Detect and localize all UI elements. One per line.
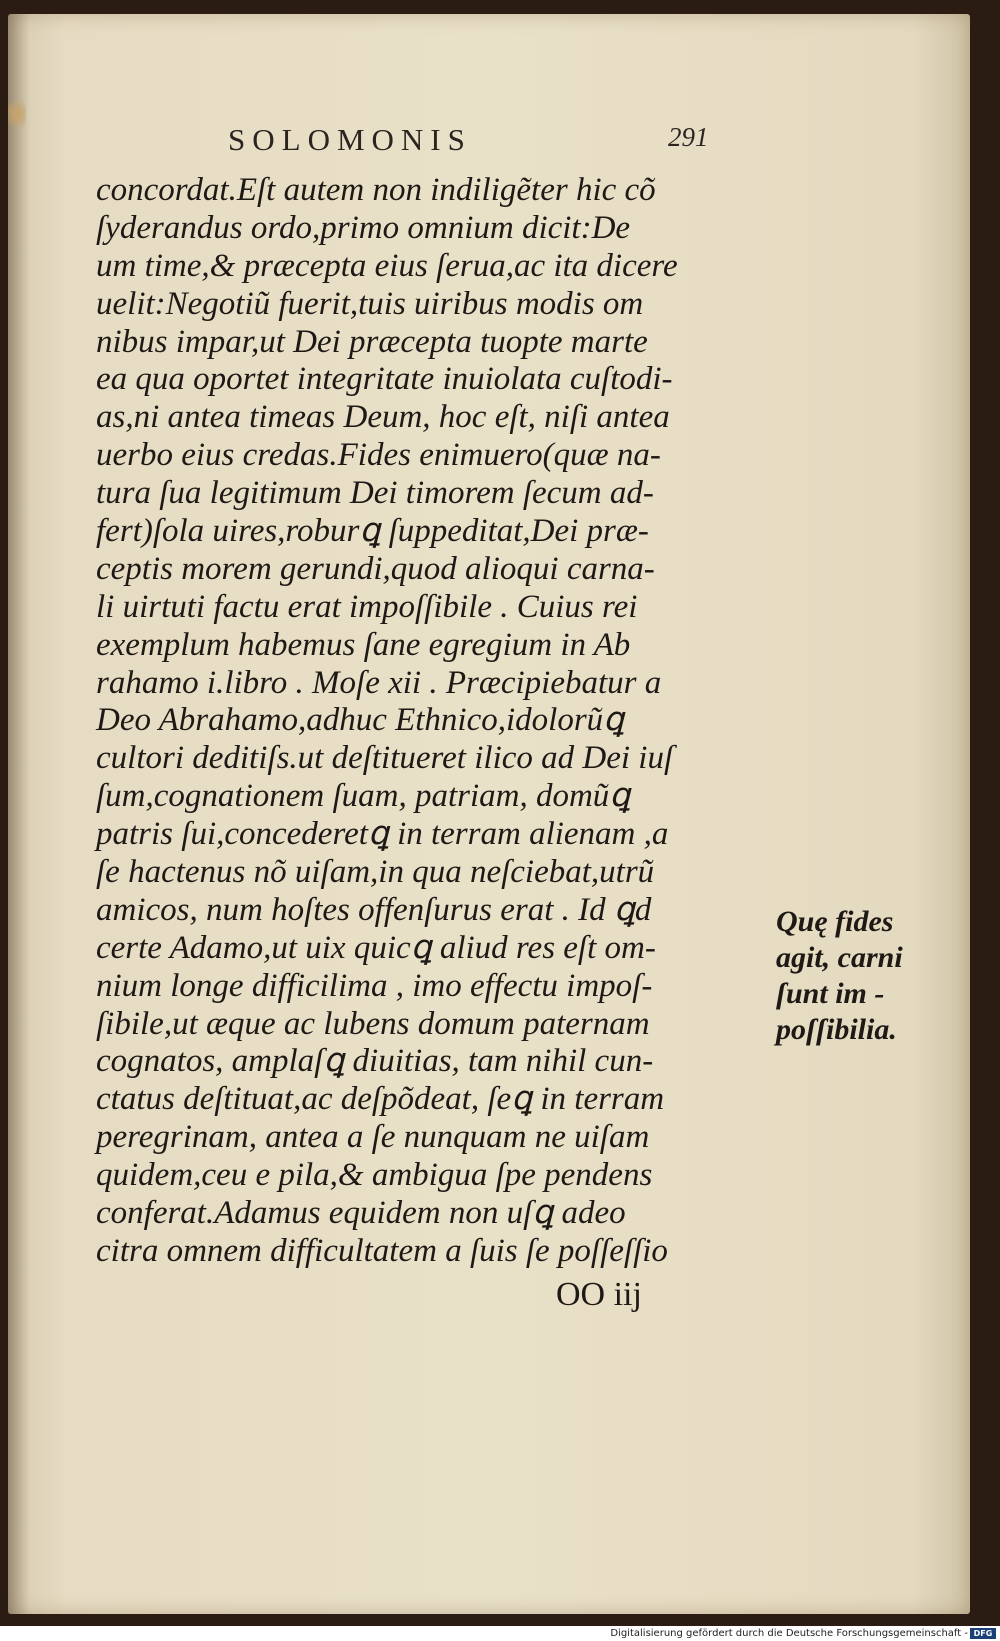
signature-mark: OO iij (556, 1276, 642, 1313)
text-line: peregrinam, antea a ſe nunquam ne uiſam (96, 1119, 650, 1156)
text-line: ſibile,ut æque ac lubens domum paternam (96, 1005, 650, 1042)
text-line: as,ni antea timeas Deum, hoc eſt, niſi antea (96, 399, 670, 436)
running-head: SOLOMONIS (228, 122, 472, 157)
marginal-note-line: agit, carni (776, 941, 903, 974)
text-line: rahamo i.libro . Moſe xii . Præcipiebatur a (96, 664, 662, 701)
text-line: certe Adamo,ut uix quicꝗ aliud res eſt om- (96, 929, 656, 966)
text-line: quidem,ceu e pila,& ambigua ſpe pendens (96, 1157, 653, 1194)
marginal-note-line: poſſibilia. (776, 1013, 897, 1046)
dfg-logo: DFG (970, 1628, 996, 1639)
text-line: fert)ſola uires,roburꝗ ſuppeditat,Dei præ- (96, 513, 649, 550)
book-page (8, 14, 970, 1614)
text-line: ctatus deſtituat,ac deſpõdeat, ſeꝗ in terram (96, 1081, 665, 1118)
edge-stain (8, 94, 26, 134)
text-line: uelit:Negotiũ fuerit,tuis uiribus modis om (96, 285, 644, 322)
text-line: uerbo eius credas.Fides enimuero(quæ na- (96, 437, 661, 474)
text-line: li uirtuti factu erat impoſſibile . Cuius rei (96, 588, 638, 625)
text-line: tura ſua legitimum Dei timorem ſecum ad- (96, 475, 654, 512)
text-line: exemplum habemus ſane egregium in Ab (96, 626, 631, 663)
footer-credit: Digitalisierung gefördert durch die Deutsche Forschungsgemeinschaft - (610, 1628, 968, 1639)
text-line: citra omnem difficultatem a ſuis ſe poſſeſſio (96, 1232, 668, 1269)
text-line: nibus impar,ut Dei præcepta tuopte marte (96, 323, 648, 360)
text-line: ea qua oportet integritate inuiolata cuſtodi- (96, 361, 673, 398)
text-line: ſum,cognationem ſuam, patriam, domũꝗ (96, 778, 631, 815)
footer-bar (0, 1626, 1000, 1641)
text-line: nium longe difficilima , imo effectu impoſ- (96, 967, 653, 1004)
text-line: ſyderandus ordo,primo omnium dicit:De (96, 209, 631, 246)
text-line: um time,& præcepta eius ſerua,ac ita dicere (96, 247, 678, 284)
text-line: Deo Abrahamo,adhuc Ethnico,idolorũꝗ (96, 702, 625, 739)
text-line: concordat.Eſt autem non indiligẽter hic cõ (96, 172, 656, 208)
text-line: ceptis morem gerundi,quod alioqui carna- (96, 550, 655, 587)
text-line: ſe hactenus nõ uiſam,in qua neſciebat,utrũ (96, 854, 655, 891)
text-line: amicos, num hoſtes offenſurus erat . Id ꝗd (96, 891, 652, 928)
text-line: conferat.Adamus equidem non uſꝗ adeo (96, 1195, 626, 1232)
marginal-note (776, 904, 976, 1048)
text-line: cultori deditiſs.ut deſtitueret ilico ad Dei iuſ (96, 740, 674, 777)
body-text (96, 172, 756, 1271)
marginal-note-line: ſunt im - (776, 977, 885, 1010)
text-line: patris ſui,concederetꝗ in terram alienam ,a (96, 816, 669, 853)
folio-number: 291 (668, 122, 709, 152)
marginal-note-line: Quę fides (776, 905, 894, 938)
gutter-shadow (8, 14, 30, 1614)
text-line: cognatos, amplaſꝗ diuitias, tam nihil cun- (96, 1043, 654, 1080)
